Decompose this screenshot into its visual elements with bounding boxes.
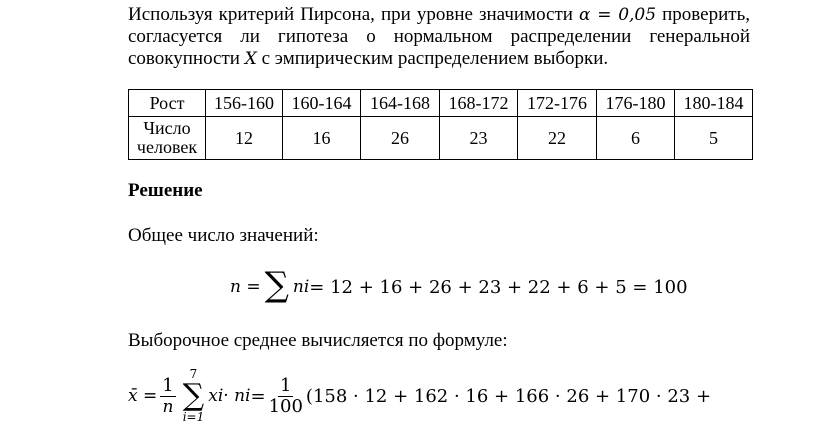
row-label-height: Рост [129,90,206,117]
interval-cell: 164-168 [361,90,440,117]
count-cell: 5 [675,117,753,160]
table-row-heights [129,90,753,117]
table-row-counts [129,117,753,160]
variable-x: X [244,49,257,69]
sum-symbol: ∑ [264,265,289,305]
count-cell: 22 [518,117,597,160]
count-cell: 23 [440,117,518,160]
total-count-paragraph: Общее число значений: [128,225,319,246]
summation-1-to-7: 7 ∑ i=1 [182,367,205,424]
sample-mean-formula: x̄ = $\frac{1}{n}$ 7 ∑ i=1 x i · n i = $\frac{1}{100}$ (158 · 12 + 162 · 16 + 166 · 26 + 170 · 23 + [128,367,712,424]
count-cell: 26 [361,117,440,160]
alpha-expression: α = 0,05 [579,5,657,25]
interval-cell: 156-160 [206,90,283,117]
empirical-distribution-table [128,89,753,160]
interval-cell: 176-180 [597,90,675,117]
count-cell: 16 [283,117,361,160]
statement-line-3: совокупности X с эмпирическим распределением выборки. [128,48,609,69]
count-cell: 6 [597,117,675,160]
sample-mean-paragraph: Выборочное среднее вычисляется по формуле: [128,330,508,351]
interval-cell: 172-176 [518,90,597,117]
fraction-one-over-hundred: $\frac{1}{100}$ [268,374,303,417]
total-count-formula: n = ∑ n i = 12 + 16 + 26 + 23 + 22 + 6 + 5 = 100 [230,265,688,305]
row-label-count: Число человек [129,117,206,160]
interval-cell: 180-184 [675,90,753,117]
fraction-one-over-n: $\frac{1}{n}$ [162,374,174,417]
interval-cell: 168-172 [440,90,518,117]
statement-line-2: согласуется ли гипотеза о нормальном распределении генеральной [128,26,750,47]
solution-heading: Решение [128,180,203,201]
count-cell: 12 [206,117,283,160]
interval-cell: 160-164 [283,90,361,117]
statement-line-1: Используя критерий Пирсона, при уровне значимости α = 0,05 проверить, [128,4,750,25]
problem-statement [128,4,750,70]
